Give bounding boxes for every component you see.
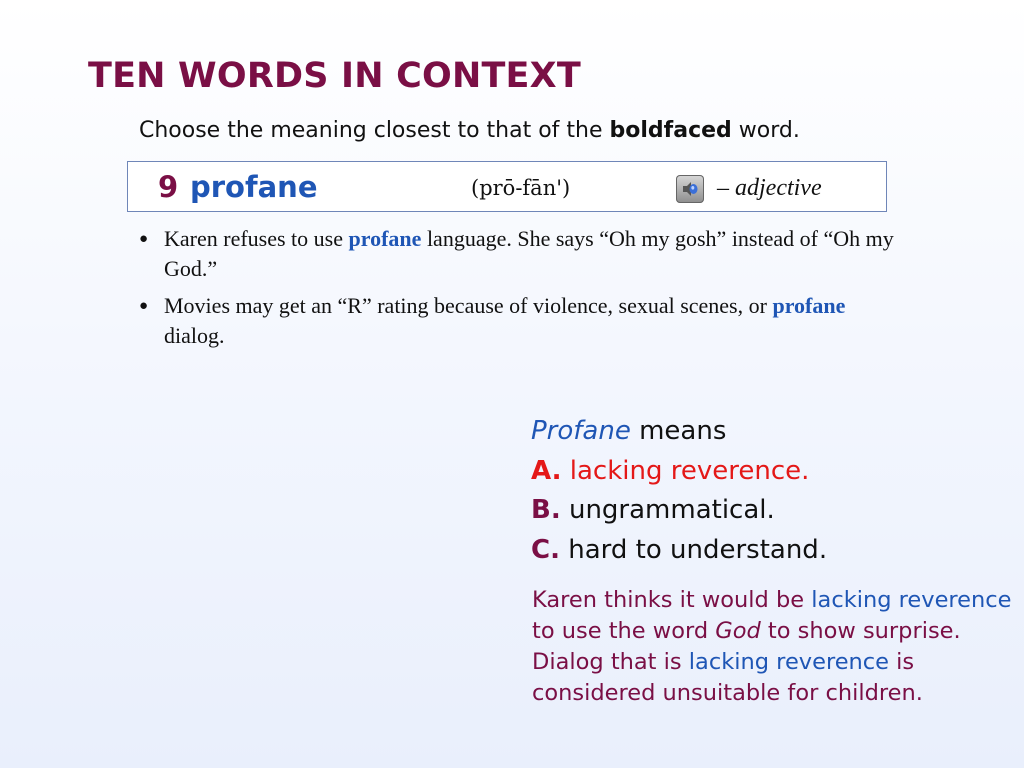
option-text: lacking reverence. xyxy=(561,455,810,486)
bullet-icon: ● xyxy=(139,298,149,314)
question-stem xyxy=(531,412,827,452)
page-title: TEN WORDS IN CONTEXT xyxy=(88,56,581,96)
instruction-end-text: word. xyxy=(731,118,800,143)
question-block xyxy=(531,412,827,570)
bullet-icon: ● xyxy=(139,231,149,247)
explanation-part: is considered unsuitable for children. xyxy=(532,649,923,706)
example-keyword: profane xyxy=(772,293,846,318)
explanation-highlight: lacking reverence xyxy=(811,587,1012,613)
example-text-end: dialog. xyxy=(164,323,225,348)
option-text: ungrammatical. xyxy=(560,495,775,525)
explanation-part: Karen thinks it would be xyxy=(532,587,812,613)
answer-option-a[interactable] xyxy=(531,452,827,492)
option-label: C. xyxy=(531,534,560,565)
explanation-part: to use the word xyxy=(532,618,716,644)
speaker-icon[interactable] xyxy=(676,175,704,203)
explanation-highlight: lacking reverence xyxy=(688,649,890,675)
explanation-part: to show surprise. Dialog that is xyxy=(532,618,961,675)
option-label: A. xyxy=(531,455,562,486)
example-keyword: profane xyxy=(348,226,422,251)
option-text: hard to understand. xyxy=(559,534,828,565)
pronunciation: (prō-fān') xyxy=(471,176,571,200)
word-number: 9 xyxy=(158,170,179,204)
example-text-start: Movies may get an “R” rating because of violence, sexual scenes, or xyxy=(164,293,773,318)
example-text-end: language. She says “Oh my gosh” instead of “Oh my God.” xyxy=(164,226,894,281)
speaker-icon-graphic xyxy=(676,175,704,203)
example-text xyxy=(164,224,894,284)
instruction-text: Choose the meaning closest to that of the xyxy=(139,118,610,143)
part-of-speech: – adjective xyxy=(717,175,822,201)
question-stem-text: means xyxy=(630,416,727,446)
question-word: Profane xyxy=(531,416,631,446)
instruction-bold-text: boldfaced xyxy=(609,118,732,143)
answer-option-b[interactable] xyxy=(531,491,827,531)
example-sentence-1 xyxy=(139,224,894,284)
example-text xyxy=(164,291,894,351)
option-label: B. xyxy=(531,495,561,525)
vocabulary-word: profane xyxy=(190,170,318,204)
example-sentence-2 xyxy=(139,291,894,351)
explanation-text xyxy=(532,585,1012,709)
instruction xyxy=(139,118,800,143)
explanation-italic-word: God xyxy=(715,618,761,644)
word-card xyxy=(127,161,887,212)
answer-option-c[interactable] xyxy=(531,531,827,571)
example-text-start: Karen refuses to use xyxy=(164,226,349,251)
